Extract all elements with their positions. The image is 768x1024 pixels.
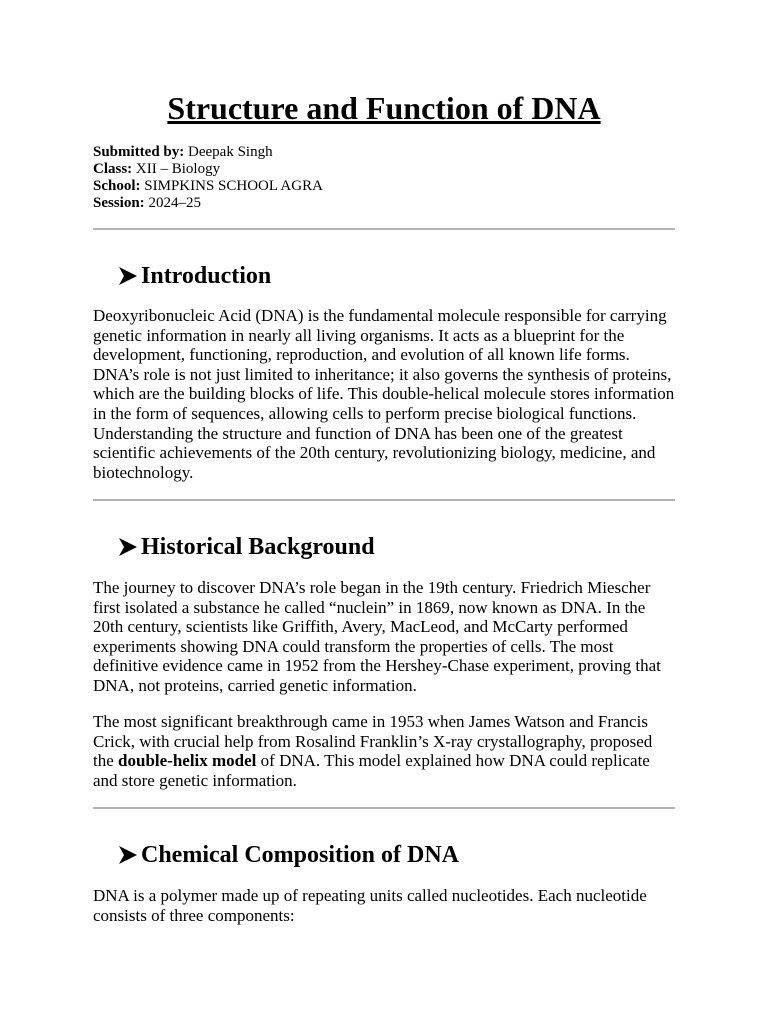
chemical-composition-paragraph: DNA is a polymer made up of repeating units called nucleotides. Each nucleotide consists of three components:	[93, 886, 647, 925]
chemical-composition-heading-text: Chemical Composition of DNA	[141, 842, 459, 868]
class-value: XII – Biology	[135, 161, 221, 177]
school-label: School:	[93, 178, 141, 194]
submitted-by-row	[93, 144, 323, 161]
page-title: Structure and Function of DNA	[167, 90, 601, 126]
class-row	[93, 161, 323, 178]
arrowhead-bullet-icon	[117, 265, 139, 287]
class-label: Class:	[93, 161, 133, 177]
arrowhead-bullet-icon	[117, 536, 139, 558]
arrowhead-bullet-icon	[117, 844, 139, 866]
historical-background-paragraph-2	[93, 712, 675, 790]
introduction-paragraph: Deoxyribonucleic Acid (DNA) is the fundamental molecule responsible for carrying genetic information in nearly all living organisms. It acts as a blueprint for the development, functioning, reproduction, and evolution of all known life forms. DNA’s role is not just limited to inheritance; it also governs the synthesis of proteins, which are the building blocks of life. This double-helical molecule stores information in the form of sequences, allowing cells to perform precise biological functions. Understanding the structure and function of DNA has been one of the greatest scientific achievements of the 20th century, revolutionizing biology, medicine, and biotechnology.	[93, 306, 675, 482]
section-divider	[93, 228, 675, 230]
school-row	[93, 178, 323, 195]
introduction-heading-text: Introduction	[141, 263, 272, 289]
historical-background-heading-text: Historical Background	[141, 534, 375, 560]
double-helix-model-term: double-helix model	[118, 751, 257, 771]
section-divider	[93, 807, 675, 809]
submitted-by-label: Submitted by:	[93, 144, 185, 160]
introduction-heading	[117, 261, 271, 291]
para2-text-before: The most significant breakthrough came in 1953 when James Watson and Francis Crick, with crucial help from Rosalind Franklin’s X-ray crystallography, proposed the	[93, 712, 653, 771]
session-value: 2024–25	[148, 195, 201, 211]
submission-details	[93, 144, 323, 212]
section-divider	[93, 499, 675, 501]
submitted-by-value: Deepak Singh	[188, 144, 273, 160]
para2-text-after: of DNA. This model explained how DNA could replicate and store genetic information.	[93, 751, 650, 790]
session-row	[93, 195, 323, 212]
school-value: SIMPKINS SCHOOL AGRA	[144, 178, 323, 194]
session-label: Session:	[93, 195, 145, 211]
historical-background-heading	[117, 532, 375, 562]
historical-background-paragraph-1: The journey to discover DNA’s role began in the 19th century. Friedrich Miescher first isolated a substance he called “nuclein” in 1869, now known as DNA. In the 20th century, scientists like Griffith, Avery, MacLeod, and McCarty performed experiments showing DNA could transform the properties of cells. The most definitive evidence came in 1952 from the Hershey-Chase experiment, proving that DNA, not proteins, carried genetic information.	[93, 578, 661, 695]
chemical-composition-heading	[117, 840, 459, 870]
